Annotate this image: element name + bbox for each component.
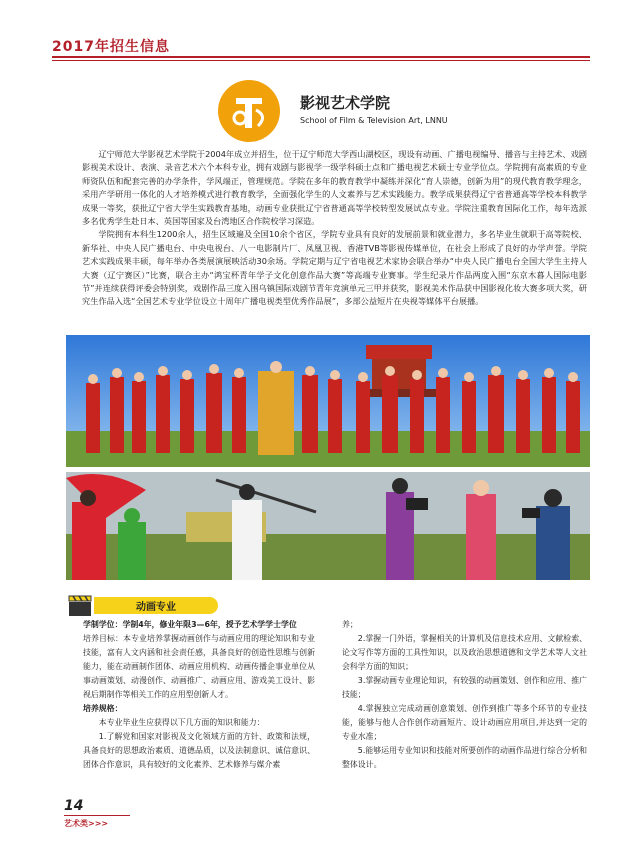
- spec-item-1-cont: 养；: [342, 620, 358, 629]
- page-header-title: 2017年招生信息: [52, 39, 170, 55]
- school-name-cn: 影视艺术学院: [300, 94, 391, 112]
- training-spec-label: 培养规格：: [83, 704, 123, 713]
- spec-item-1: 1.了解党和国家对影视及文化领域方面的方针、政策和法规，具备良好的思想政治素质、道德品质，以及法制意识、诚信意识、团体合作意识，具有较好的文化素养、艺术修养与媒介素: [83, 732, 315, 769]
- spec-item-4: 4.掌握独立完成动画创意策划、创作到推广等多个环节的专业技能，能够与他人合作创作动画短片、设计动画应用项目,并达到一定的专业水准；: [342, 704, 587, 741]
- page-number: 14: [64, 798, 84, 814]
- intro-paragraph-2: 学院拥有本科生1200余人，招生区域遍及全国10余个省区，学院专业具有良好的发展前景和就业潜力，多名毕业生就职于高等院校、新华社、中央人民广播电台、中央电视台、八一电影制片厂、凤凰卫视、香港TVB等影视传媒单位，在社会上形成了良好的办学声誉。学院艺术实践成果丰硕，每年举办各类展演展映活动30余场。学院定期与辽宁省电视艺术家协会联合举办“中央人民广播电台全国大学生主持人大赛（辽宁赛区）”比赛，联合主办“鸿宝杯青年学子文化创意作品大赛”等高端专业赛事。学生纪录片作品两度入围“东京木暮人国际电影节”并连续获得评委会特别奖，戏剧作品三度入围乌镇国际戏剧节青年竞演单元三甲并获奖，影视美术作品获中国影视化妆大赛多项大奖，研究生作品入选“全国艺术专业学位设立十周年广播电视类型优秀作品展”，多部公益短片在央视等媒体平台展播。: [82, 229, 587, 307]
- left-column: [83, 618, 315, 772]
- clapperboard-icon: [66, 594, 96, 618]
- section-title: 动画专业: [136, 602, 176, 613]
- section-badge: [66, 594, 96, 618]
- spec-item-5: 5.能够运用专业知识和技能对所要创作的动画作品进行综合分析和整体设计。: [342, 746, 587, 769]
- photo-costume-performance: [66, 335, 590, 467]
- right-column: [342, 618, 587, 772]
- training-spec-intro: 本专业毕业生应获得以下几方面的知识和能力：: [98, 718, 265, 727]
- school-logo: [218, 80, 280, 142]
- school-logo-icon: [218, 80, 280, 142]
- degree-info: 学制学位：学制4年，修业年限3—6年，授予艺术学学士学位: [83, 620, 297, 629]
- school-name-en: School of Film & Television Art, LNNU: [300, 116, 448, 125]
- training-goal: 培养目标：本专业培养掌握动画创作与动画应用的理论知识和专业技能，富有人文内涵和社会责任感，具备良好的创造性思维与创新能力，能在动画制作团体、动画应用机构、动画传播企事业单位从事动画策划、动漫创作、动画推广、动画应用、游戏美工设计、影视后期制作等相关工作的应用型创新人才。: [83, 634, 315, 699]
- header-divider: [52, 56, 590, 58]
- spec-item-3: 3.掌握动画专业理论知识，有较强的动画策划、创作和应用、推广技能；: [342, 676, 587, 699]
- footer-divider: [64, 815, 130, 816]
- footer-label: 艺术类>>>: [64, 819, 109, 828]
- intro-paragraph-1: 辽宁师范大学影视艺术学院于2004年成立并招生，位于辽宁师范大学西山湖校区，现设有动画、广播电视编导、播音与主持艺术、戏剧影视美术设计、表演、录音艺术六个本科专业，拥有戏剧与影视学一级学科硕士点和广播电视艺术硕士专业学位点。学院拥有高素质的专业师资队伍和配套完善的办学条件，学风端正，管理规范。学院在多年的教育教学中凝练并深化“育人崇德，创新为用”的现代教育教学理念，采用产学研用一体化的人才培养模式进行教育教学，全面强化学生的人文素养与艺术实践能力。教学成果获得辽宁省普通高等学校本科教学成果一等奖，获批辽宁省大学生实践教育基地，动画专业获批辽宁省普通高等学校转型发展试点专业。学院注重教育国际化工作，每年选派多名优秀学生赴日本、英国等国家及台湾地区合作院校学习深造。: [82, 149, 587, 227]
- intro-text: [82, 148, 587, 309]
- photo-film-shooting: [66, 472, 590, 580]
- header-divider-thin: [52, 60, 590, 61]
- spec-item-2: 2.掌握一门外语，掌握相关的计算机及信息技术应用、文献检索、论文写作等方面的工具性知识，以及政治思想道德和文学艺术等人文社会科学方面的知识；: [342, 634, 587, 671]
